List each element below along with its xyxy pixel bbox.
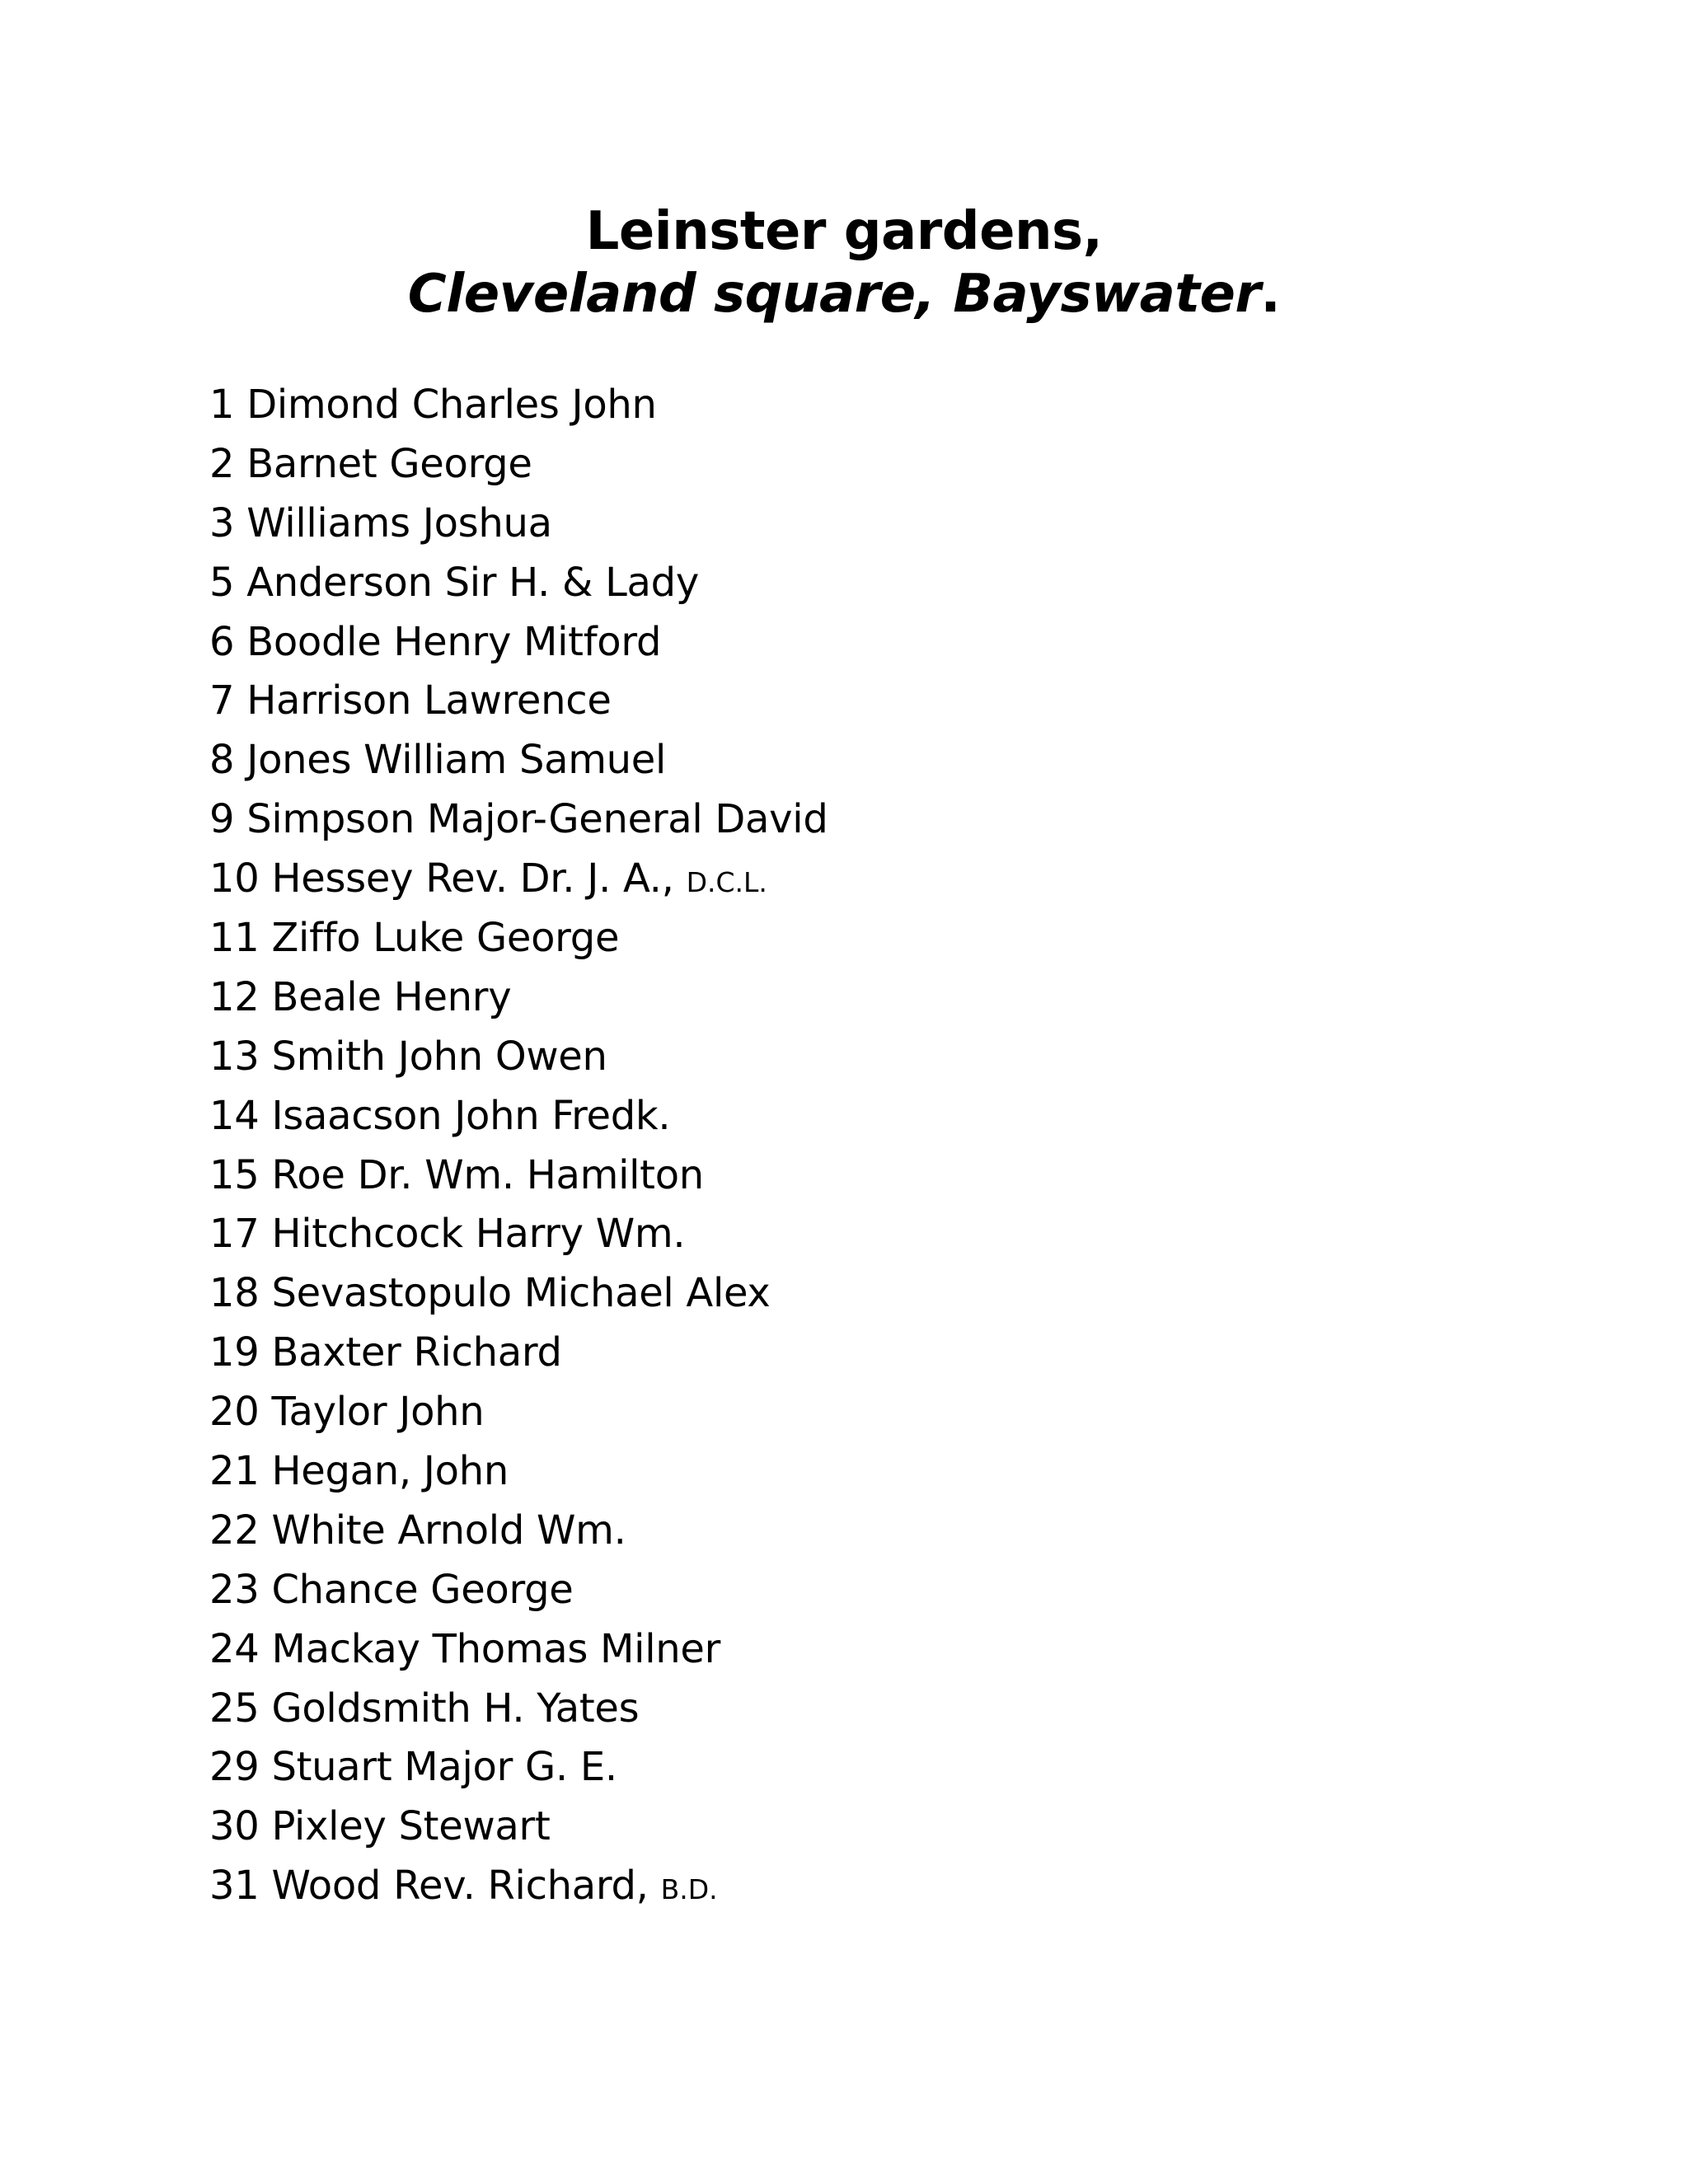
resident-name: Sevastopulo Michael Alex <box>271 1270 771 1317</box>
resident-list <box>209 375 828 1915</box>
degree-suffix: D.C.L. <box>686 866 767 899</box>
resident-name: Taylor John <box>271 1389 485 1436</box>
list-item <box>209 849 828 908</box>
list-item <box>209 1737 828 1797</box>
list-item <box>209 1323 828 1382</box>
house-number: 12 <box>209 973 260 1020</box>
house-number: 9 <box>209 796 235 843</box>
resident-name: Isaacson John Fredk. <box>271 1092 671 1139</box>
house-number: 2 <box>209 440 235 487</box>
list-item <box>209 553 828 612</box>
list-item <box>209 790 828 849</box>
resident-name: Hessey Rev. Dr. J. A., <box>271 855 674 902</box>
house-number: 10 <box>209 855 260 902</box>
list-item <box>209 494 828 553</box>
house-number: 30 <box>209 1803 260 1850</box>
degree-suffix: B.D. <box>660 1873 718 1906</box>
house-number: 25 <box>209 1685 260 1732</box>
resident-name: Wood Rev. Richard, <box>271 1863 649 1910</box>
locality-name: Cleveland square, Bayswater <box>407 264 1261 325</box>
page-title <box>0 199 1688 264</box>
resident-name: Hitchcock Harry Wm. <box>271 1211 686 1258</box>
resident-name: Smith John Owen <box>271 1033 607 1080</box>
resident-name: Barnet George <box>246 440 532 487</box>
list-item <box>209 375 828 434</box>
house-number: 23 <box>209 1566 260 1613</box>
list-item <box>209 1027 828 1086</box>
resident-name: Ziffo Luke George <box>271 915 620 962</box>
list-item <box>209 1560 828 1619</box>
list-item <box>209 1263 828 1323</box>
resident-name: Williams Joshua <box>246 499 552 546</box>
list-item <box>209 730 828 790</box>
resident-name: Roe Dr. Wm. Hamilton <box>271 1151 704 1198</box>
resident-name: Simpson Major-General David <box>246 796 828 843</box>
house-number: 15 <box>209 1151 260 1198</box>
resident-name: Harrison Lawrence <box>246 677 612 724</box>
resident-name: Jones William Samuel <box>246 737 667 784</box>
house-number: 19 <box>209 1329 260 1376</box>
list-item <box>209 1797 828 1856</box>
house-number: 29 <box>209 1744 260 1791</box>
list-item <box>209 612 828 672</box>
house-number: 6 <box>209 618 235 665</box>
list-item <box>209 1204 828 1263</box>
resident-name: Boodle Henry Mitford <box>246 618 662 665</box>
resident-name: Goldsmith H. Yates <box>271 1685 640 1732</box>
list-item <box>209 1619 828 1679</box>
list-item <box>209 908 828 968</box>
house-number: 31 <box>209 1863 260 1910</box>
list-item <box>209 1679 828 1738</box>
list-item <box>209 1086 828 1146</box>
resident-name: Stuart Major G. E. <box>271 1744 617 1791</box>
house-number: 21 <box>209 1448 260 1495</box>
house-number: 22 <box>209 1507 260 1554</box>
list-item <box>209 1501 828 1560</box>
resident-name: Baxter Richard <box>271 1329 562 1376</box>
house-number: 3 <box>209 499 235 546</box>
list-item <box>209 434 828 494</box>
list-item <box>209 1382 828 1441</box>
list-item <box>209 1441 828 1501</box>
house-number: 24 <box>209 1625 260 1672</box>
house-number: 14 <box>209 1092 260 1139</box>
house-number: 1 <box>209 382 235 428</box>
house-number: 7 <box>209 677 235 724</box>
street-name: Leinster gardens, <box>585 201 1103 262</box>
resident-name: Beale Henry <box>271 973 512 1020</box>
resident-name: Hegan, John <box>271 1448 509 1495</box>
resident-name: Chance George <box>271 1566 574 1613</box>
list-item <box>209 1856 828 1915</box>
page-subtitle <box>0 262 1688 326</box>
resident-name: Dimond Charles John <box>246 382 657 428</box>
resident-name: White Arnold Wm. <box>271 1507 626 1554</box>
house-number: 8 <box>209 737 235 784</box>
house-number: 20 <box>209 1389 260 1436</box>
list-item <box>209 1146 828 1205</box>
house-number: 18 <box>209 1270 260 1317</box>
subtitle-period: . <box>1260 264 1281 325</box>
house-number: 13 <box>209 1033 260 1080</box>
list-item <box>209 968 828 1027</box>
house-number: 11 <box>209 915 260 962</box>
resident-name: Pixley Stewart <box>271 1803 551 1850</box>
house-number: 5 <box>209 559 235 606</box>
resident-name: Anderson Sir H. & Lady <box>246 559 699 606</box>
resident-name: Mackay Thomas Milner <box>271 1625 721 1672</box>
list-item <box>209 671 828 730</box>
house-number: 17 <box>209 1211 260 1258</box>
